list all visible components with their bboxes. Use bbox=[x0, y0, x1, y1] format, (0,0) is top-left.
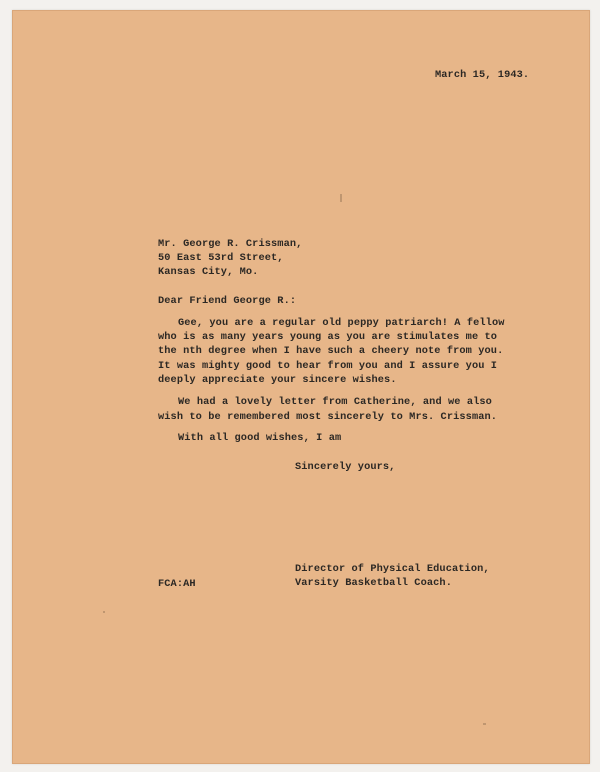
paragraph-1-line-3: the nth degree when I have such a cheery note from you. bbox=[158, 345, 504, 357]
paper-speck-1 bbox=[340, 194, 342, 202]
paragraph-2-line-1: We had a lovely letter from Catherine, and we also bbox=[178, 396, 492, 408]
signature-title-line-2: Varsity Basketball Coach. bbox=[295, 577, 452, 589]
closing-line: With all good wishes, I am bbox=[178, 432, 342, 444]
paragraph-2-line-2: wish to be remembered most sincerely to Mrs. Crissman. bbox=[158, 411, 498, 423]
paragraph-1-line-1: Gee, you are a regular old peppy patriarch! A fellow bbox=[178, 317, 505, 329]
letter-page bbox=[12, 10, 590, 764]
paper-speck-2 bbox=[103, 611, 105, 613]
paragraph-1-line-4: It was mighty good to hear from you and I assure you I bbox=[158, 360, 498, 372]
letter-date: March 15, 1943. bbox=[435, 69, 530, 81]
reference-initials: FCA:AH bbox=[158, 578, 196, 590]
salutation: Dear Friend George R.: bbox=[158, 295, 297, 307]
paragraph-1-line-5: deeply appreciate your sincere wishes. bbox=[158, 374, 397, 386]
paper-speck-3 bbox=[483, 723, 486, 725]
address-line-1: Mr. George R. Crissman, bbox=[158, 238, 303, 250]
signature-title-line-1: Director of Physical Education, bbox=[295, 563, 490, 575]
address-line-2: 50 East 53rd Street, bbox=[158, 252, 284, 264]
paragraph-1-line-2: who is as many years young as you are stimulates me to bbox=[158, 331, 498, 343]
complimentary-close: Sincerely yours, bbox=[295, 461, 396, 473]
address-line-3: Kansas City, Mo. bbox=[158, 266, 259, 278]
